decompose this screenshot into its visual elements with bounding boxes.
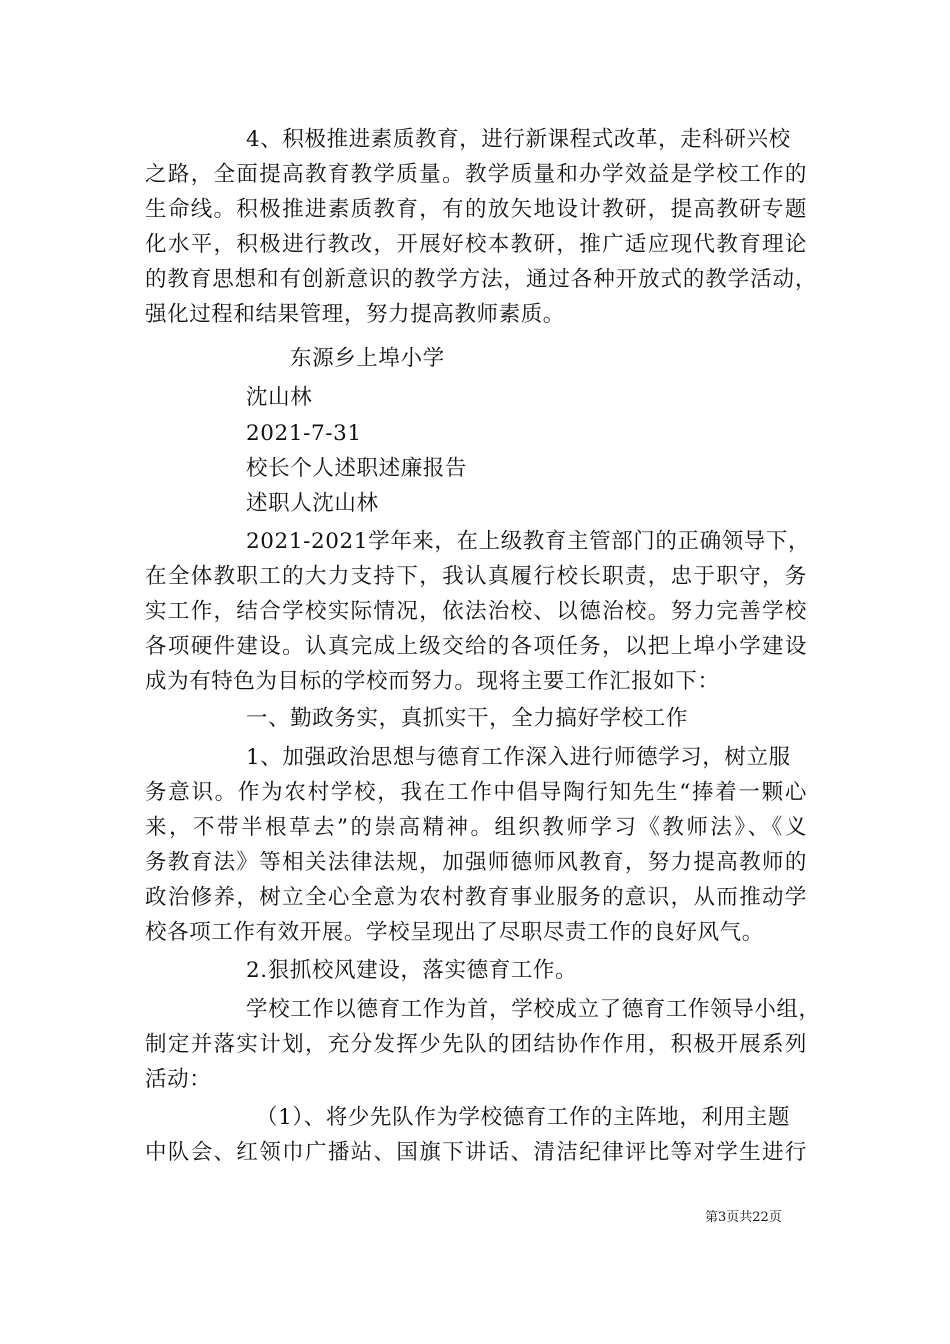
text-line: 务教育法》等相关法律法规，加强师德师风教育，努力提高教师的	[145, 850, 807, 875]
report-date: 2021-7-31	[246, 421, 362, 446]
text-line: 2021-2021学年来，在上级教育主管部门的正确领导下，	[246, 529, 811, 554]
text-line: 来，不带半根草去”的崇高精神。组织教师学习《教师法》、《义	[145, 815, 807, 840]
reporter-line: 述职人沈山林	[246, 491, 379, 516]
text-line: 成为有特色为目标的学校而努力。现将主要工作汇报如下：	[145, 669, 720, 694]
subheading: 2.狠抓校风建设，落实德育工作。	[246, 958, 578, 983]
text-line: 学校工作以德育工作为首，学校成立了德育工作领导小组，	[246, 997, 821, 1022]
text-line: 化水平，积极进行教改，开展好校本教研，推广适应现代教育理论	[145, 232, 807, 257]
report-title: 校长个人述职述廉报告	[246, 456, 468, 481]
text-line: 各项硬件建设。认真完成上级交给的各项任务，以把上埠小学建设	[145, 634, 807, 659]
text-line: 在全体教职工的大力支持下，我认真履行校长职责，忠于职守，务	[145, 564, 807, 589]
text-line: 务意识。作为农村学校，我在工作中倡导陶行知先生“捧着一颗心	[145, 780, 807, 805]
author-name: 沈山林	[246, 385, 313, 410]
text-line: 1、加强政治思想与德育工作深入进行师德学习，树立服	[246, 745, 791, 770]
text-line: 实工作，结合学校实际情况，依法治校、以德治校。努力完善学校	[145, 599, 807, 624]
text-line: 校各项工作有效开展。学校呈现出了尽职尽责工作的良好风气。	[145, 920, 764, 945]
text-line: 4、积极推进素质教育，进行新课程式改革，走科研兴校	[246, 127, 791, 152]
text-line: （1）、将少先队作为学校德育工作的主阵地，利用主题	[256, 1105, 790, 1130]
text-line: 活动：	[145, 1067, 212, 1092]
text-line: 强化过程和结果管理，努力提高教师素质。	[145, 302, 565, 327]
section-heading: 一、勤政务实，真抓实干，全力搞好学校工作	[246, 706, 689, 731]
text-line: 中队会、红领巾广播站、国旗下讲话、清洁纪律评比等对学生进行	[145, 1140, 807, 1165]
text-line: 的教育思想和有创新意识的教学方法，通过各种开放式的教学活动，	[145, 267, 817, 292]
text-line: 制定并落实计划，充分发挥少先队的团结协作作用，积极开展系列	[145, 1032, 807, 1057]
text-line: 生命线。积极推进素质教育，有的放矢地设计教研，提高教研专题	[145, 197, 807, 222]
text-line: 之路，全面提高教育教学质量。教学质量和办学效益是学校工作的	[145, 162, 807, 187]
school-name: 东源乡上埠小学	[290, 346, 445, 371]
text-line: 政治修养，树立全心全意为农村教育事业服务的意识，从而推动学	[145, 885, 807, 910]
page-number: 第3页共22页	[705, 1210, 782, 1225]
